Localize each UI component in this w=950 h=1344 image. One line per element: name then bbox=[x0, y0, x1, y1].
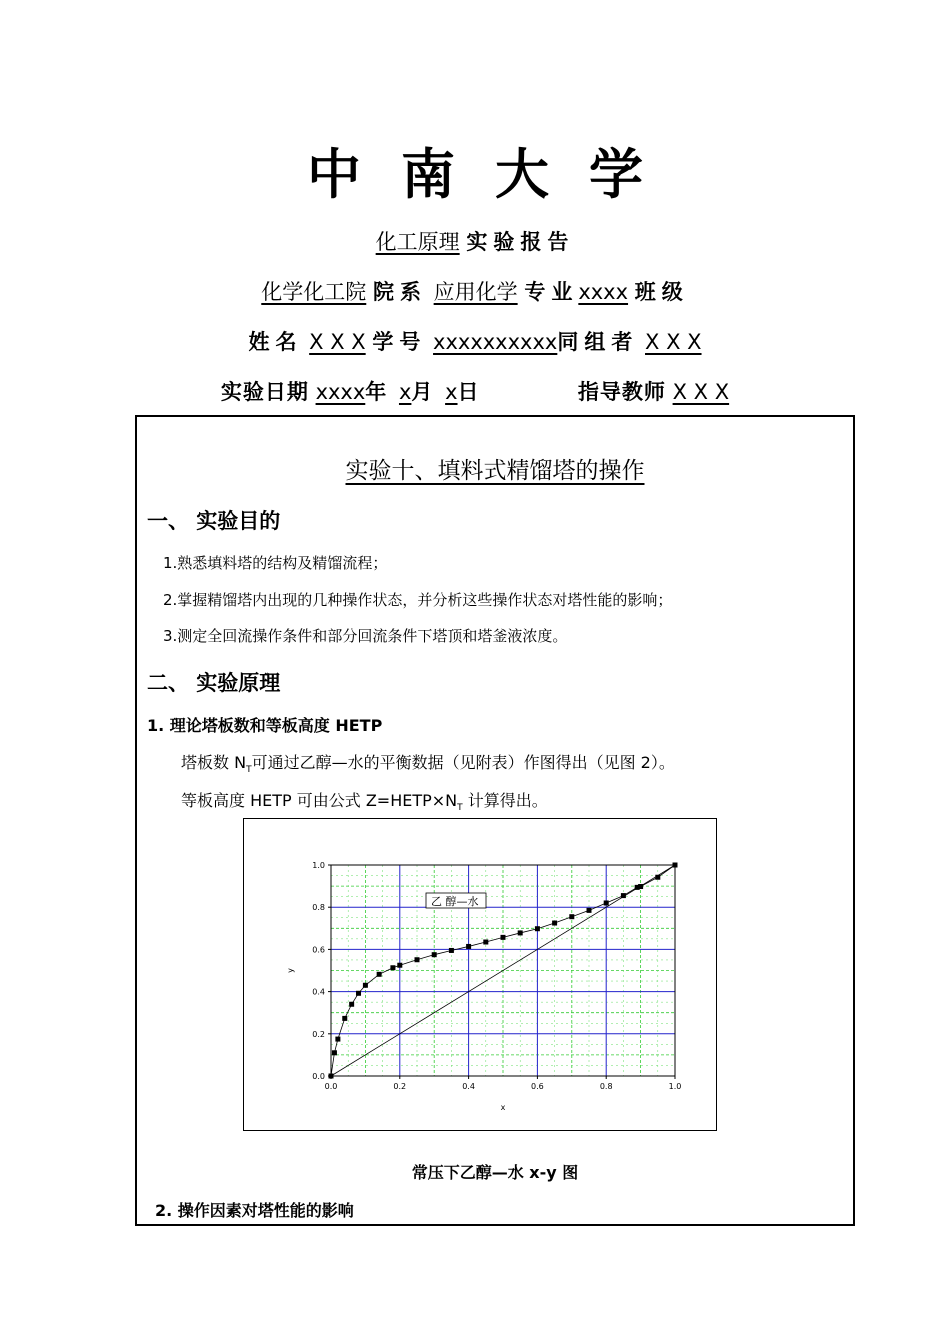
data-point bbox=[377, 972, 382, 977]
report-title-row bbox=[0, 226, 950, 256]
class-value: xxxx bbox=[578, 280, 629, 304]
data-point bbox=[569, 914, 574, 919]
section-principle-title: 二、 实验原理 bbox=[147, 671, 281, 695]
data-point bbox=[342, 1016, 347, 1021]
data-point bbox=[655, 875, 660, 880]
day-label: 日 bbox=[457, 380, 485, 404]
data-point bbox=[356, 991, 361, 996]
name-value: X X X bbox=[309, 330, 366, 354]
paragraph-hetp: 等板高度 HETP 可由公式 $Z=HETP\times N_T$ 计算得出。 bbox=[181, 791, 548, 814]
name-row bbox=[0, 326, 950, 356]
data-point bbox=[415, 957, 420, 962]
x-axis-label: x bbox=[500, 1103, 506, 1112]
legend-label: 乙 醇—水 bbox=[431, 895, 479, 908]
chart-caption: 常压下乙醇—水 x-y 图 bbox=[411, 1163, 579, 1182]
y-tick-label: 1.0 bbox=[312, 861, 325, 870]
data-point bbox=[535, 926, 540, 931]
data-point bbox=[449, 948, 454, 953]
id-label: 学号 bbox=[372, 330, 427, 354]
objective-item: 3.测定全回流操作条件和部分回流条件下塔顶和塔釜液浓度。 bbox=[163, 627, 568, 645]
year-label: 年 bbox=[365, 380, 393, 404]
subsection-hetp-title: 1. 理论塔板数和等板高度 HETP bbox=[147, 716, 383, 735]
university-title: 中南大学 bbox=[307, 143, 683, 206]
data-point bbox=[483, 940, 488, 945]
class-label: 班级 bbox=[634, 280, 689, 304]
date-row bbox=[0, 376, 950, 406]
dept-row bbox=[0, 276, 950, 306]
y-axis-label: y bbox=[286, 968, 295, 973]
objective-item: 1.熟悉填料塔的结构及精馏流程； bbox=[163, 554, 388, 572]
course-name: 化工原理 bbox=[375, 230, 460, 254]
teacher-value: X X X bbox=[672, 380, 730, 404]
data-point bbox=[587, 908, 592, 913]
data-point bbox=[466, 944, 471, 949]
section-objectives-title: 一、 实验目的 bbox=[147, 509, 281, 533]
data-point bbox=[501, 935, 506, 940]
date-label: 实验日期 bbox=[220, 380, 309, 404]
report-label: 实验报告 bbox=[466, 230, 575, 254]
y-tick-label: 0.8 bbox=[312, 903, 325, 913]
x-tick-label: 0.0 bbox=[324, 1082, 338, 1091]
subsection-operation-title: 2. 操作因素对塔性能的影响 bbox=[155, 1201, 354, 1220]
x-tick-label: 0.6 bbox=[531, 1082, 544, 1091]
data-point bbox=[329, 1074, 334, 1079]
year-value: xxxx bbox=[315, 380, 366, 404]
xy-equilibrium-chart bbox=[244, 819, 716, 1130]
report-body-box bbox=[135, 415, 855, 1226]
experiment-title: 实验十、填料式精馏塔的操作 bbox=[345, 458, 645, 484]
objective-item: 2.掌握精馏塔内出现的几种操作状态，并分析这些操作状态对塔性能的影响； bbox=[163, 591, 673, 609]
data-point bbox=[349, 1002, 354, 1007]
major-label: 专业 bbox=[524, 280, 579, 304]
chart-frame bbox=[243, 818, 717, 1131]
data-point bbox=[335, 1037, 340, 1042]
data-point bbox=[397, 963, 402, 968]
school-value: 化学化工院 bbox=[261, 280, 367, 304]
x-tick-label: 1.0 bbox=[668, 1082, 682, 1091]
name-label: 姓名 bbox=[248, 330, 303, 354]
paragraph-plates: 塔板数 $N_T$可通过乙醇—水的平衡数据（见附表）作图得出（见图 2）。 bbox=[181, 753, 675, 776]
data-point bbox=[390, 965, 395, 970]
data-point bbox=[332, 1050, 337, 1055]
data-point bbox=[552, 921, 557, 926]
data-point bbox=[673, 863, 678, 868]
y-tick-label: 0.0 bbox=[312, 1072, 325, 1081]
day-value: x bbox=[445, 380, 458, 404]
partner-label: 同组者 bbox=[557, 330, 639, 354]
y-tick-label: 0.2 bbox=[312, 1029, 325, 1039]
y-tick-label: 0.4 bbox=[312, 987, 325, 997]
data-point bbox=[518, 930, 523, 935]
data-point bbox=[363, 983, 368, 988]
data-point bbox=[621, 893, 626, 898]
month-label: 月 bbox=[411, 380, 439, 404]
month-value: x bbox=[398, 380, 412, 404]
dept-label: 院系 bbox=[372, 280, 427, 304]
id-value: xxxxxxxxxx bbox=[433, 330, 558, 354]
data-point bbox=[604, 900, 609, 905]
teacher-label: 指导教师 bbox=[577, 380, 666, 404]
x-tick-label: 0.8 bbox=[599, 1082, 613, 1091]
data-point bbox=[638, 884, 643, 889]
y-tick-label: 0.6 bbox=[312, 945, 325, 955]
data-point bbox=[432, 952, 437, 957]
partner-value: X X X bbox=[645, 330, 702, 354]
x-tick-label: 0.4 bbox=[462, 1082, 475, 1091]
major-value: 应用化学 bbox=[433, 280, 518, 304]
x-tick-label: 0.2 bbox=[393, 1082, 407, 1091]
